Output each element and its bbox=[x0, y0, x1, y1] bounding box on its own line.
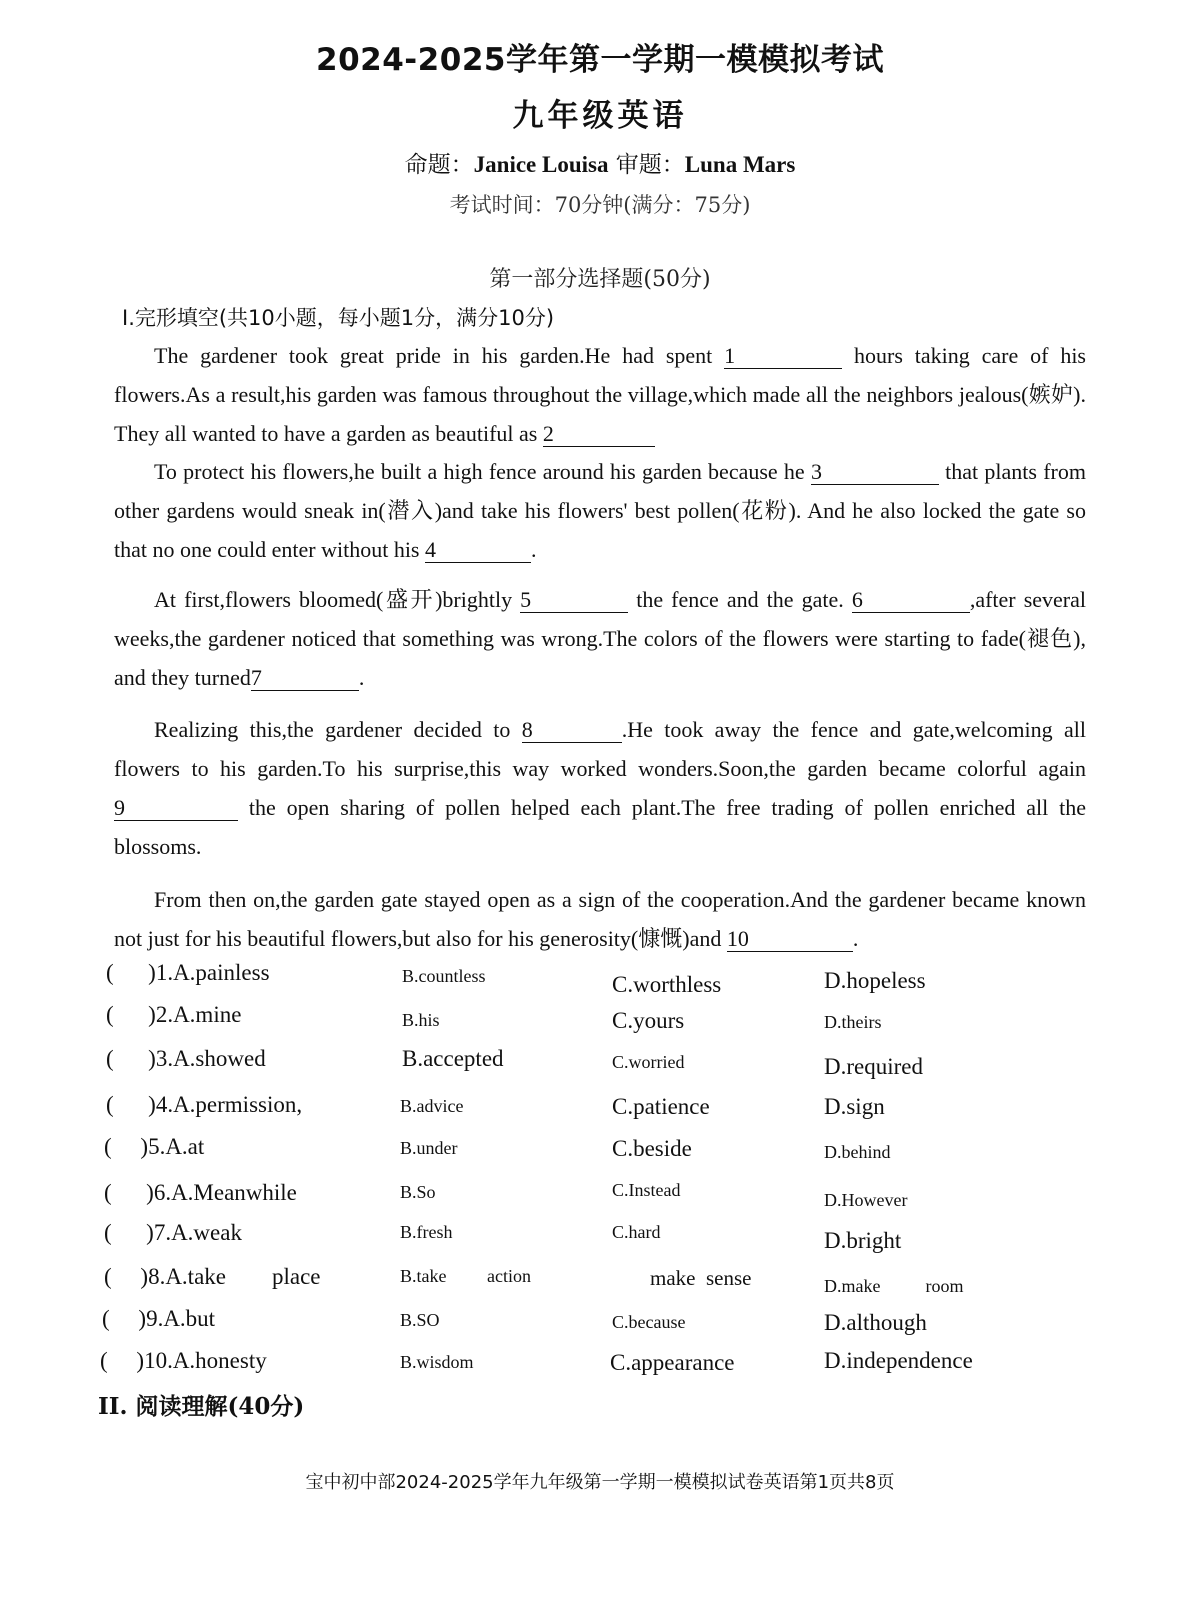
option-c[interactable]: C.Instead bbox=[612, 1180, 681, 1200]
question-stem[interactable]: ( )4.A.permission, bbox=[106, 1092, 303, 1117]
setter-name: Janice Louisa bbox=[473, 152, 609, 177]
blank-4[interactable]: 4 bbox=[425, 538, 531, 563]
option-d[interactable]: D.bright bbox=[824, 1228, 902, 1253]
reading-section-title: II. 阅读理解(40分) bbox=[98, 1393, 305, 1420]
question-row bbox=[0, 1092, 1200, 1132]
page-footer: 宝中初中部2024-2025学年九年级第一学期一模模拟试卷英语第1页共8页 bbox=[305, 1472, 895, 1493]
question-stem[interactable]: ( )10.A.honesty bbox=[100, 1348, 267, 1373]
blank-2[interactable]: 2 bbox=[543, 422, 655, 447]
option-d[interactable]: D.However bbox=[824, 1190, 908, 1210]
blank-1[interactable]: 1 bbox=[724, 344, 842, 369]
blank-3[interactable]: 3 bbox=[811, 460, 939, 485]
option-b[interactable]: B.take action bbox=[400, 1266, 531, 1286]
option-c[interactable]: C.hard bbox=[612, 1222, 661, 1242]
option-b[interactable]: B.advice bbox=[400, 1096, 464, 1116]
passage-paragraph-2: To protect his flowers,he built a high fence around his garden because he 3 that plants from other gardens would sneak in(潜入)and take his flowers' best pollen(花粉). And he also locked the gate so that no one could enter without his 4 . bbox=[114, 459, 1086, 562]
option-c[interactable]: C.because bbox=[612, 1312, 686, 1332]
part1-title: 第一部分选择题(50分) bbox=[489, 267, 711, 292]
option-c[interactable]: C.beside bbox=[612, 1136, 692, 1161]
blank-10[interactable]: 10 bbox=[727, 927, 853, 952]
exam-time-info: 考试时间：70分钟(满分：75分) bbox=[449, 193, 751, 217]
question-row bbox=[0, 1348, 1200, 1388]
option-b[interactable]: B.accepted bbox=[402, 1046, 504, 1071]
blank-6[interactable]: 6 bbox=[852, 588, 970, 613]
passage-paragraph-5: From then on,the garden gate stayed open as a sign of the cooperation.And the gardener became known not just for his beautiful flowers,but also for his generosity(慷慨)and 10 . bbox=[114, 887, 1086, 951]
blank-5[interactable]: 5 bbox=[520, 588, 628, 613]
option-d[interactable]: D.sign bbox=[824, 1094, 885, 1119]
question-stem[interactable]: ( )3.A.showed bbox=[106, 1046, 266, 1071]
option-c[interactable]: make sense bbox=[650, 1266, 752, 1290]
blank-9[interactable]: 9 bbox=[114, 796, 238, 821]
option-d[interactable]: D.behind bbox=[824, 1142, 891, 1162]
question-row bbox=[0, 1046, 1200, 1086]
question-row bbox=[0, 960, 1200, 1000]
option-d[interactable]: D.theirs bbox=[824, 1012, 882, 1032]
question-stem[interactable]: ( )6.A.Meanwhile bbox=[104, 1180, 297, 1205]
blank-7[interactable]: 7 bbox=[251, 666, 359, 691]
option-d[interactable]: D.independence bbox=[824, 1348, 973, 1373]
question-row bbox=[0, 1264, 1200, 1304]
passage-paragraph-4: Realizing this,the gardener decided to 8 .He took away the fence and gate,welcoming all flowers to his garden.To his surprise,this way worked wonders.Soon,the garden became colorful again 9 the open sharing of pollen helped each plant.The free trading of pollen enriched all the blossoms. bbox=[114, 717, 1087, 859]
option-d[interactable]: D.make room bbox=[824, 1276, 964, 1296]
question-row bbox=[0, 1180, 1200, 1220]
question-stem[interactable]: ( )9.A.but bbox=[102, 1306, 216, 1331]
option-d[interactable]: D.hopeless bbox=[824, 968, 926, 993]
option-c[interactable]: C.worried bbox=[612, 1052, 685, 1072]
option-b[interactable]: B.So bbox=[400, 1182, 436, 1202]
exam-subtitle: 九年级英语 bbox=[512, 98, 688, 134]
author-line bbox=[0, 146, 1200, 179]
question-stem[interactable]: ( )8.A.take place bbox=[104, 1264, 321, 1289]
question-stem[interactable]: ( )1.A.painless bbox=[106, 960, 270, 985]
cloze-section-title: I.完形填空(共10小题，每小题1分，满分10分) bbox=[122, 306, 555, 330]
option-b[interactable]: B.under bbox=[400, 1138, 458, 1158]
reviewer-name: Luna Mars bbox=[684, 152, 796, 177]
option-b[interactable]: B.SO bbox=[400, 1310, 440, 1330]
question-row bbox=[0, 1220, 1200, 1260]
option-b[interactable]: B.countless bbox=[402, 966, 486, 986]
question-stem[interactable]: ( )5.A.at bbox=[104, 1134, 205, 1159]
question-row bbox=[0, 1002, 1200, 1042]
option-c[interactable]: C.worthless bbox=[612, 972, 722, 997]
option-b[interactable]: B.his bbox=[402, 1010, 440, 1030]
reviewer-label: 审题： bbox=[615, 152, 685, 178]
setter-label: 命题： bbox=[404, 152, 474, 178]
option-b[interactable]: B.wisdom bbox=[400, 1352, 474, 1372]
exam-title: 2024-2025学年第一学期一模模拟考试 bbox=[316, 42, 884, 78]
option-d[interactable]: D.although bbox=[824, 1310, 927, 1335]
option-c[interactable]: C.yours bbox=[612, 1008, 685, 1033]
passage-paragraph-3: At first,flowers bloomed(盛开)brightly 5 the fence and the gate. 6 ,after several weeks,the gardener noticed that something was wrong.The colors of the flowers were starting to fade(褪色), and they turned7 . bbox=[114, 587, 1087, 690]
option-d[interactable]: D.required bbox=[824, 1054, 923, 1079]
question-row bbox=[0, 1306, 1200, 1346]
option-c[interactable]: C.appearance bbox=[610, 1350, 735, 1375]
option-c[interactable]: C.patience bbox=[612, 1094, 710, 1119]
blank-8[interactable]: 8 bbox=[522, 718, 622, 743]
question-stem[interactable]: ( )7.A.weak bbox=[104, 1220, 242, 1245]
question-row bbox=[0, 1134, 1200, 1174]
option-b[interactable]: B.fresh bbox=[400, 1222, 453, 1242]
passage-paragraph-1: The gardener took great pride in his garden.He had spent 1 hours taking care of his flowers.As a result,his garden was famous throughout the village,which made all the neighbors jealous(嫉妒). They all wanted to have a garden as beautiful as 2 bbox=[114, 343, 1086, 446]
question-stem[interactable]: ( )2.A.mine bbox=[106, 1002, 242, 1027]
